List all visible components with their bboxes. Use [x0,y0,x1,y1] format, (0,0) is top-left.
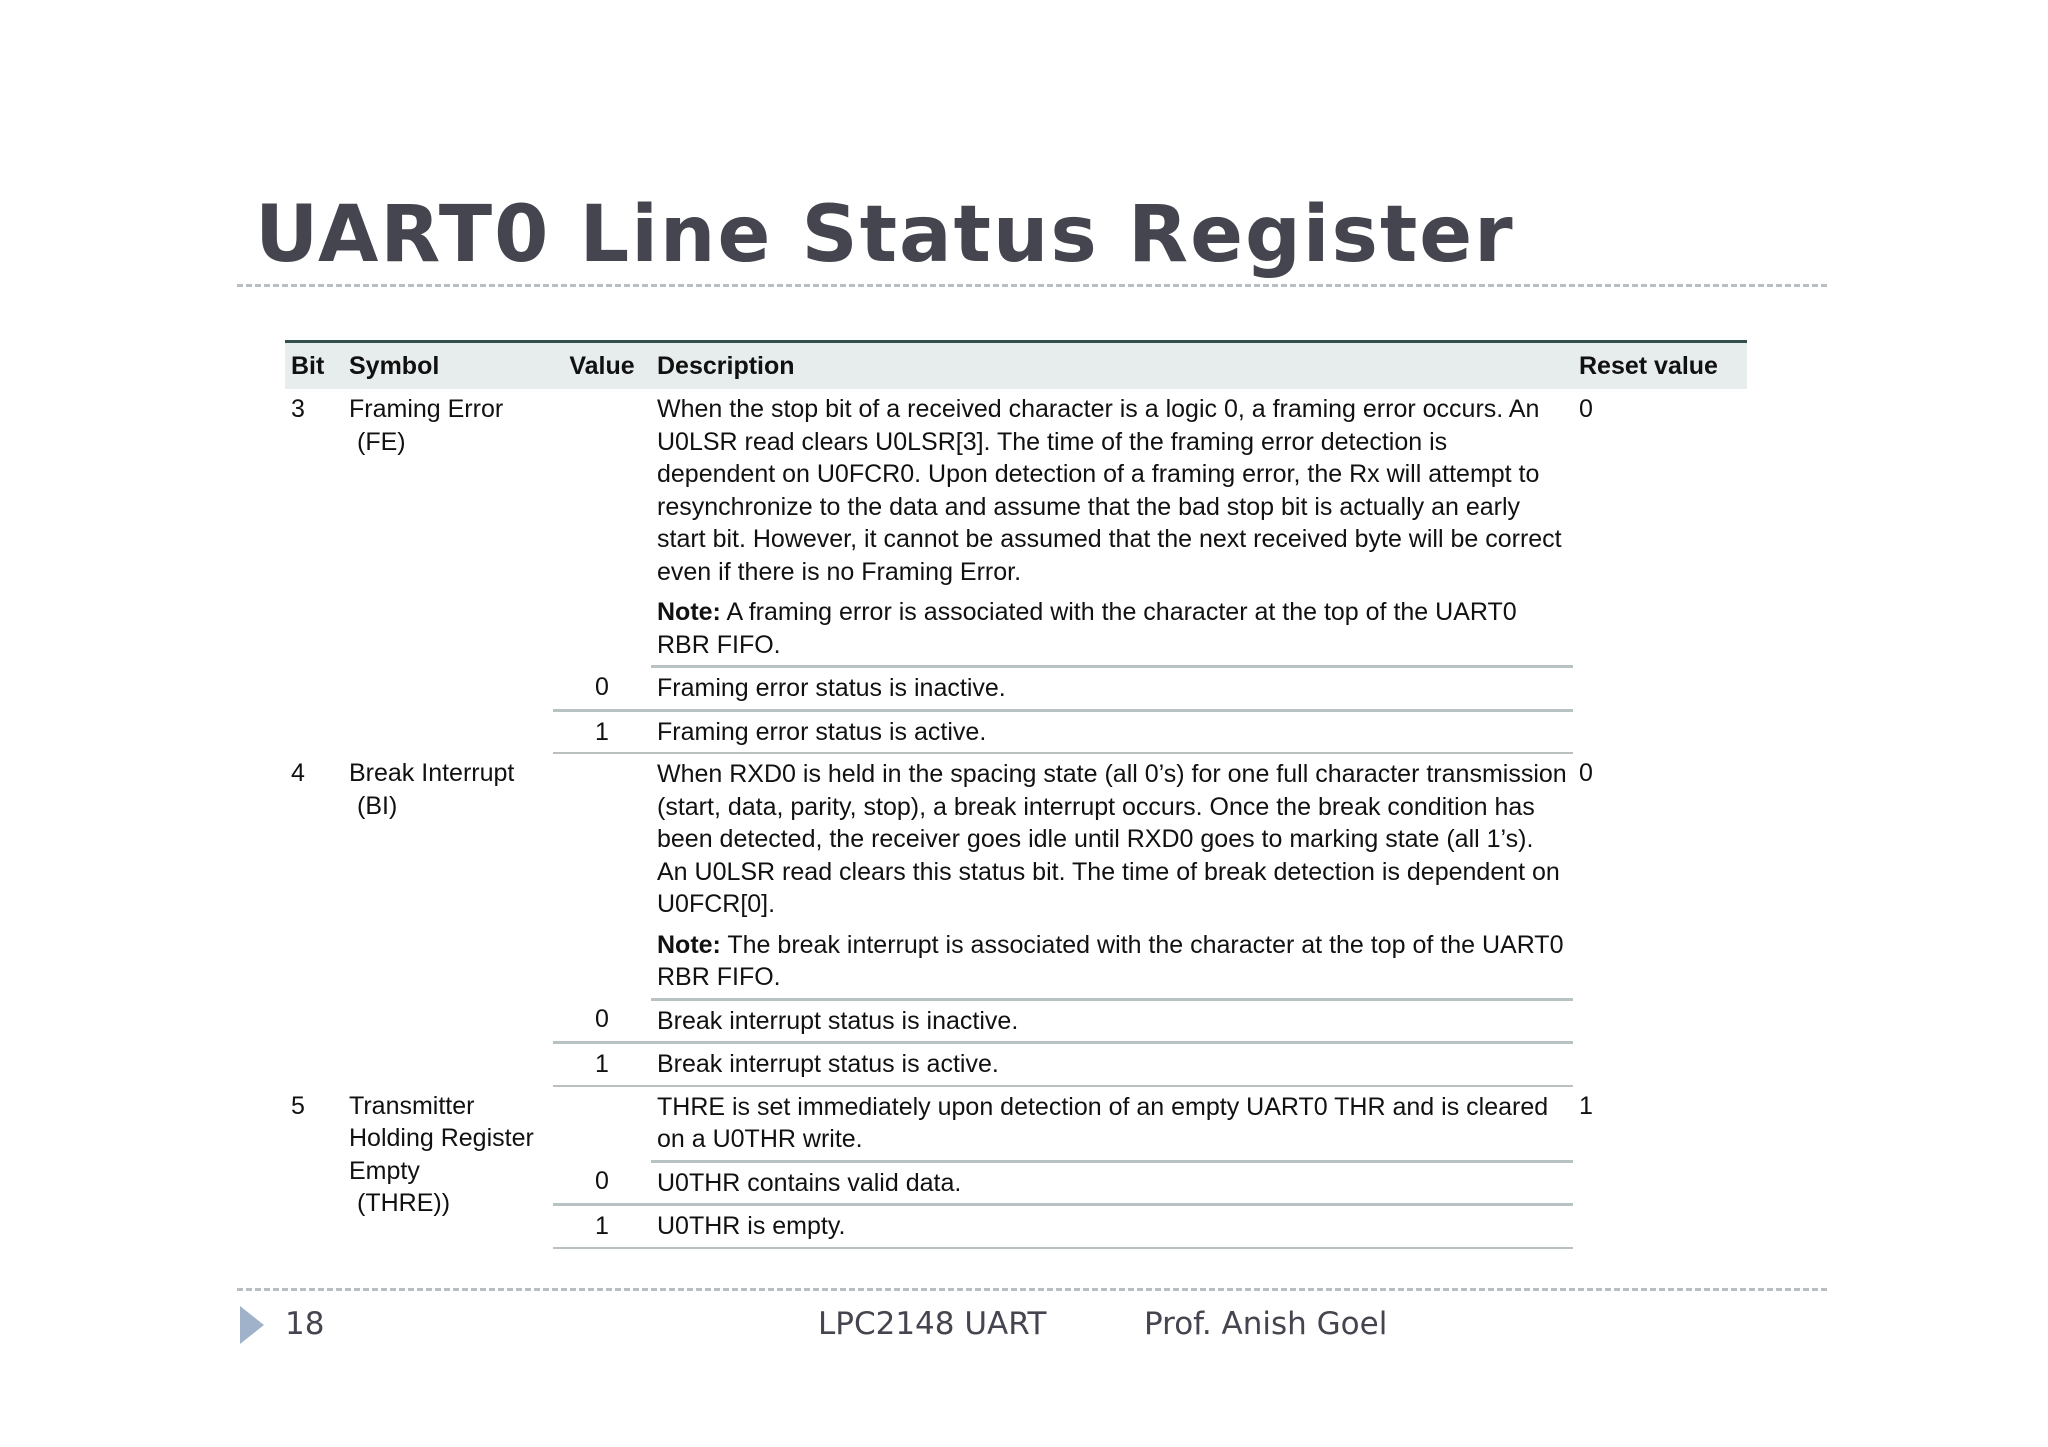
register-table [285,340,1747,1249]
symbol-abbr: (BI) [357,791,398,820]
header-bit: Bit [285,342,343,390]
note-label: Note: [657,598,721,626]
value-cell [553,1086,651,1162]
description-cell [651,1086,1573,1162]
header-reset-value: Reset value [1573,342,1747,390]
table-row-bit3 [285,389,1747,667]
value-description: Break interrupt status is active. [651,1043,1573,1086]
value-cell [553,753,651,999]
page-number: 18 [285,1306,325,1342]
description-text: THRE is set immediately upon detection of an empty UART0 THR and is cleared on a U0THR write. [657,1092,1549,1153]
reset-value-cell: 1 [1579,1091,1593,1120]
value-cell: 0 [553,667,651,711]
description-note [657,596,1567,661]
value-description: Framing error status is inactive. [651,667,1573,711]
value-cell: 0 [553,1161,651,1205]
symbol-name: Break Interrupt [349,759,515,787]
table-row-bit5 [285,1086,1747,1162]
header-symbol: Symbol [343,342,553,390]
note-text: A framing error is associated with the character at the top of the UART0 RBR FIFO. [657,598,1517,659]
reset-value-cell: 0 [1579,395,1593,423]
value-description: U0THR is empty. [651,1205,1573,1248]
table-header-row [285,342,1747,390]
triangle-bullet-icon [240,1306,264,1344]
value-cell [553,389,651,667]
description-text: When the stop bit of a received character is a logic 0, a framing error occurs. An U0LSR read clears U0LSR[3]. The time of the framing error detection is dependent on U0FCR0. Upon detection of a framing error, the Rx will attempt to resynchronize to the data and assume that the bad stop bit is actually an early start bit. However, it cannot be assumed that the next received byte will be correct even if there is no Framing Error. [657,395,1562,586]
description-note [657,929,1567,994]
symbol-abbr: (THRE)) [357,1189,451,1217]
value-cell: 1 [553,710,651,753]
value-cell: 1 [553,1043,651,1086]
title-divider [237,284,1827,287]
symbol-cell [343,1086,553,1248]
bit-cell: 5 [291,1091,305,1120]
value-description: Break interrupt status is inactive. [651,999,1573,1043]
symbol-abbr: (FE) [357,427,406,456]
description-cell [651,389,1573,667]
note-label: Note: [657,930,721,959]
header-description: Description [651,342,1573,390]
symbol-name: Transmitter Holding Register Empty [349,1091,534,1185]
description-cell [651,753,1573,999]
bit-cell: 3 [291,395,305,423]
value-cell: 0 [553,999,651,1043]
symbol-cell [343,389,553,753]
symbol-cell [343,753,553,1086]
footer-divider [237,1288,1827,1291]
bit-cell: 4 [291,759,305,787]
description-text: When RXD0 is held in the spacing state (all 0’s) for one full character transmission (start, data, parity, stop), a break interrupt occurs. Once the break condition has been detected, the receiver goes idle until RXD0 goes to marking state (all 1’s). An U0LSR read clears this status bit. The time of break detection is dependent on U0FCR[0]. [657,760,1567,918]
header-value: Value [553,342,651,390]
reset-value-cell: 0 [1579,759,1593,787]
value-description: U0THR contains valid data. [651,1161,1573,1205]
symbol-name: Framing Error [349,395,504,423]
slide-title: UART0 Line Status Register [255,190,1515,280]
note-text: The break interrupt is associated with the character at the top of the UART0 RBR FIFO. [657,930,1564,991]
footer-course: LPC2148 UART [818,1306,1047,1342]
table-row-bit4 [285,753,1747,999]
value-cell: 1 [553,1205,651,1248]
value-description: Framing error status is active. [651,710,1573,753]
footer-author: Prof. Anish Goel [1144,1306,1388,1342]
